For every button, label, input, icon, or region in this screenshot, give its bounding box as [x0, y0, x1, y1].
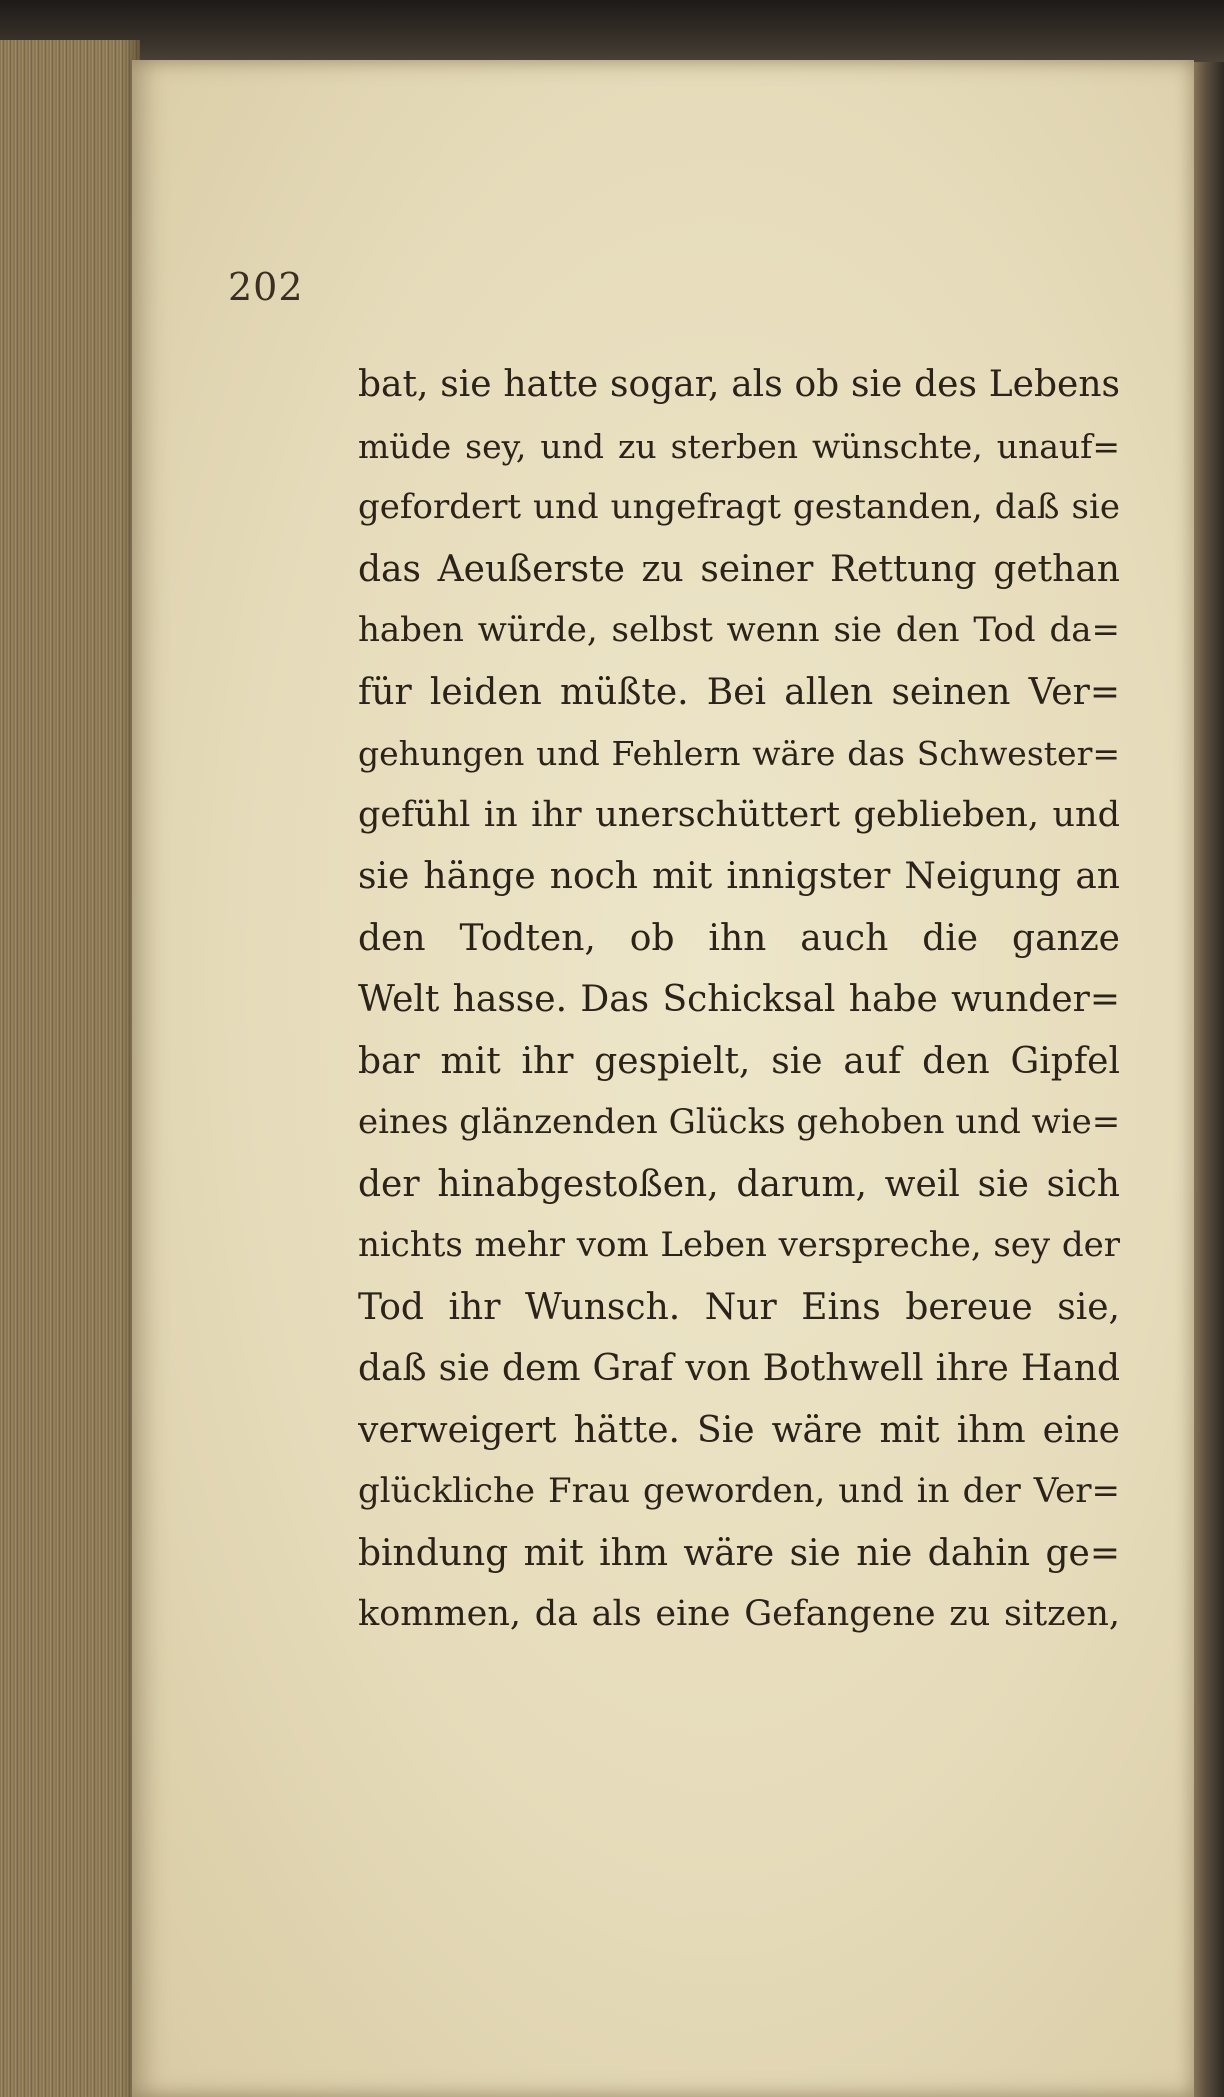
text-line: das Aeußerste zu seiner Rettung gethan: [358, 548, 1120, 590]
text-line: gehungen und Fehlern wäre das Schwester=: [358, 734, 1120, 773]
page-edges: [0, 40, 140, 2097]
body-text: [358, 354, 1120, 1646]
text-line: den Todten, ob ihn auch die ganze: [358, 917, 1120, 959]
text-line: Welt hasse. Das Schicksal habe wunder=: [358, 979, 1120, 1020]
text-line: für leiden müßte. Bei allen seinen Ver=: [358, 671, 1120, 713]
text-line: glückliche Frau geworden, und in der Ver=: [358, 1471, 1120, 1511]
text-line: eines glänzenden Glücks gehoben und wie=: [358, 1102, 1120, 1142]
text-line: bat, sie hatte sogar, als ob sie des Lebens: [358, 364, 1120, 405]
text-line: gefühl in ihr unerschüttert geblieben, und: [358, 794, 1120, 835]
text-line: sie hänge noch mit innigster Neigung an: [358, 856, 1120, 897]
book-cover-top: [0, 0, 1224, 62]
text-line: haben würde, selbst wenn sie den Tod da=: [358, 610, 1120, 650]
text-line: gefordert und ungefragt gestanden, daß sie: [358, 487, 1120, 527]
text-line: kommen, da als eine Gefangene zu sitzen,: [358, 1594, 1120, 1634]
text-line: bar mit ihr gespielt, sie auf den Gipfel: [358, 1040, 1120, 1082]
text-line: daß sie dem Graf von Bothwell ihre Hand: [358, 1348, 1120, 1389]
text-line: verweigert hätte. Sie wäre mit ihm eine: [358, 1409, 1120, 1451]
page-number: 202: [228, 265, 304, 309]
text-line: Tod ihr Wunsch. Nur Eins bereue sie,: [358, 1286, 1120, 1328]
text-line: nichts mehr vom Leben verspreche, sey der: [358, 1225, 1120, 1265]
book-spine-shadow: [1192, 62, 1224, 2097]
text-line: der hinabgestoßen, darum, weil sie sich: [358, 1163, 1120, 1205]
text-line: bindung mit ihm wäre sie nie dahin ge=: [358, 1532, 1120, 1574]
text-line: müde sey, und zu sterben wünschte, unauf=: [358, 426, 1120, 466]
